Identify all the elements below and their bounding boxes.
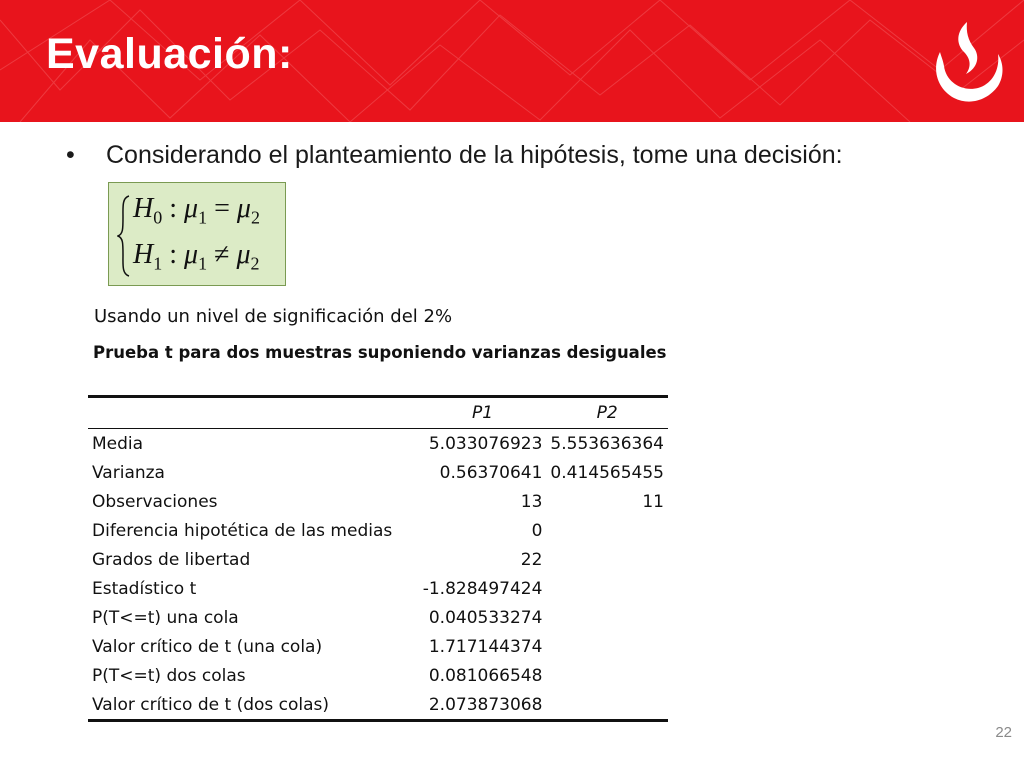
row-label: Grados de libertad: [92, 549, 251, 570]
slide-title: Evaluación:: [46, 30, 293, 78]
table-row: [88, 487, 668, 516]
table-row: [88, 574, 668, 603]
row-label: Media: [92, 433, 144, 454]
bullet-point: [66, 141, 843, 170]
slide-header: [0, 0, 1024, 122]
header-cell-p2: P2: [546, 397, 668, 429]
significance-note: Usando un nivel de significación del 2%: [94, 306, 453, 327]
header-cell-p1: P1: [419, 397, 547, 429]
p1-value: 0.081066548: [428, 665, 543, 686]
p1-value: 0.56370641: [439, 462, 543, 483]
row-label: Valor crítico de t (dos colas): [92, 694, 330, 715]
row-label: P(T<=t) dos colas: [92, 665, 246, 686]
p1-value: -1.828497424: [422, 578, 543, 599]
table-row: [88, 632, 668, 661]
table-row: [88, 603, 668, 632]
upc-flame-logo-icon: [926, 18, 1008, 104]
left-brace-icon: [117, 195, 131, 277]
null-hypothesis: $H_0$ : $\mu_1 = \mu_2$: [133, 193, 260, 228]
p2-value: 0.414565455: [550, 462, 664, 483]
row-label: Observaciones: [92, 491, 218, 512]
bullet-text: Considerando el planteamiento de la hipótesis, tome una decisión:: [106, 141, 843, 169]
row-label: P(T<=t) una cola: [92, 607, 239, 628]
p2-value: [546, 690, 668, 721]
p1-value: 0.040533274: [428, 607, 543, 628]
p1-value: 13: [520, 491, 543, 512]
row-label: Estadístico t: [92, 578, 197, 599]
alternative-hypothesis: $H_1$ : $\mu_1 \ne \mu_2$: [133, 239, 260, 274]
table-row: [88, 545, 668, 574]
table-row: [88, 690, 668, 721]
header-cell-label: [88, 397, 419, 429]
table-title: Prueba t para dos muestras suponiendo varianzas desiguales: [93, 343, 667, 362]
p1-value: 5.033076923: [428, 433, 543, 454]
row-label: Valor crítico de t (una cola): [92, 636, 323, 657]
p2-value: [546, 661, 668, 690]
p2-value: [546, 516, 668, 545]
p2-value: [546, 603, 668, 632]
t-test-table: [88, 395, 668, 722]
row-label: Varianza: [92, 462, 165, 483]
p2-value: [546, 574, 668, 603]
table-row: [88, 516, 668, 545]
table-row: [88, 458, 668, 487]
page-number: 22: [995, 724, 1012, 741]
p1-value: 0: [531, 520, 543, 541]
p1-value: 2.073873068: [428, 694, 543, 715]
hypothesis-box: [108, 182, 286, 286]
row-label: Diferencia hipotética de las medias: [92, 520, 393, 541]
p2-value: [546, 545, 668, 574]
table-header-row: [88, 397, 668, 429]
p1-value: 1.717144374: [428, 636, 543, 657]
p2-value: [546, 632, 668, 661]
p2-value: 5.553636364: [550, 433, 664, 454]
bullet-dot: •: [66, 141, 75, 169]
p2-value: 11: [642, 491, 664, 512]
table-row: [88, 661, 668, 690]
table-row: [88, 429, 668, 459]
p1-value: 22: [520, 549, 543, 570]
